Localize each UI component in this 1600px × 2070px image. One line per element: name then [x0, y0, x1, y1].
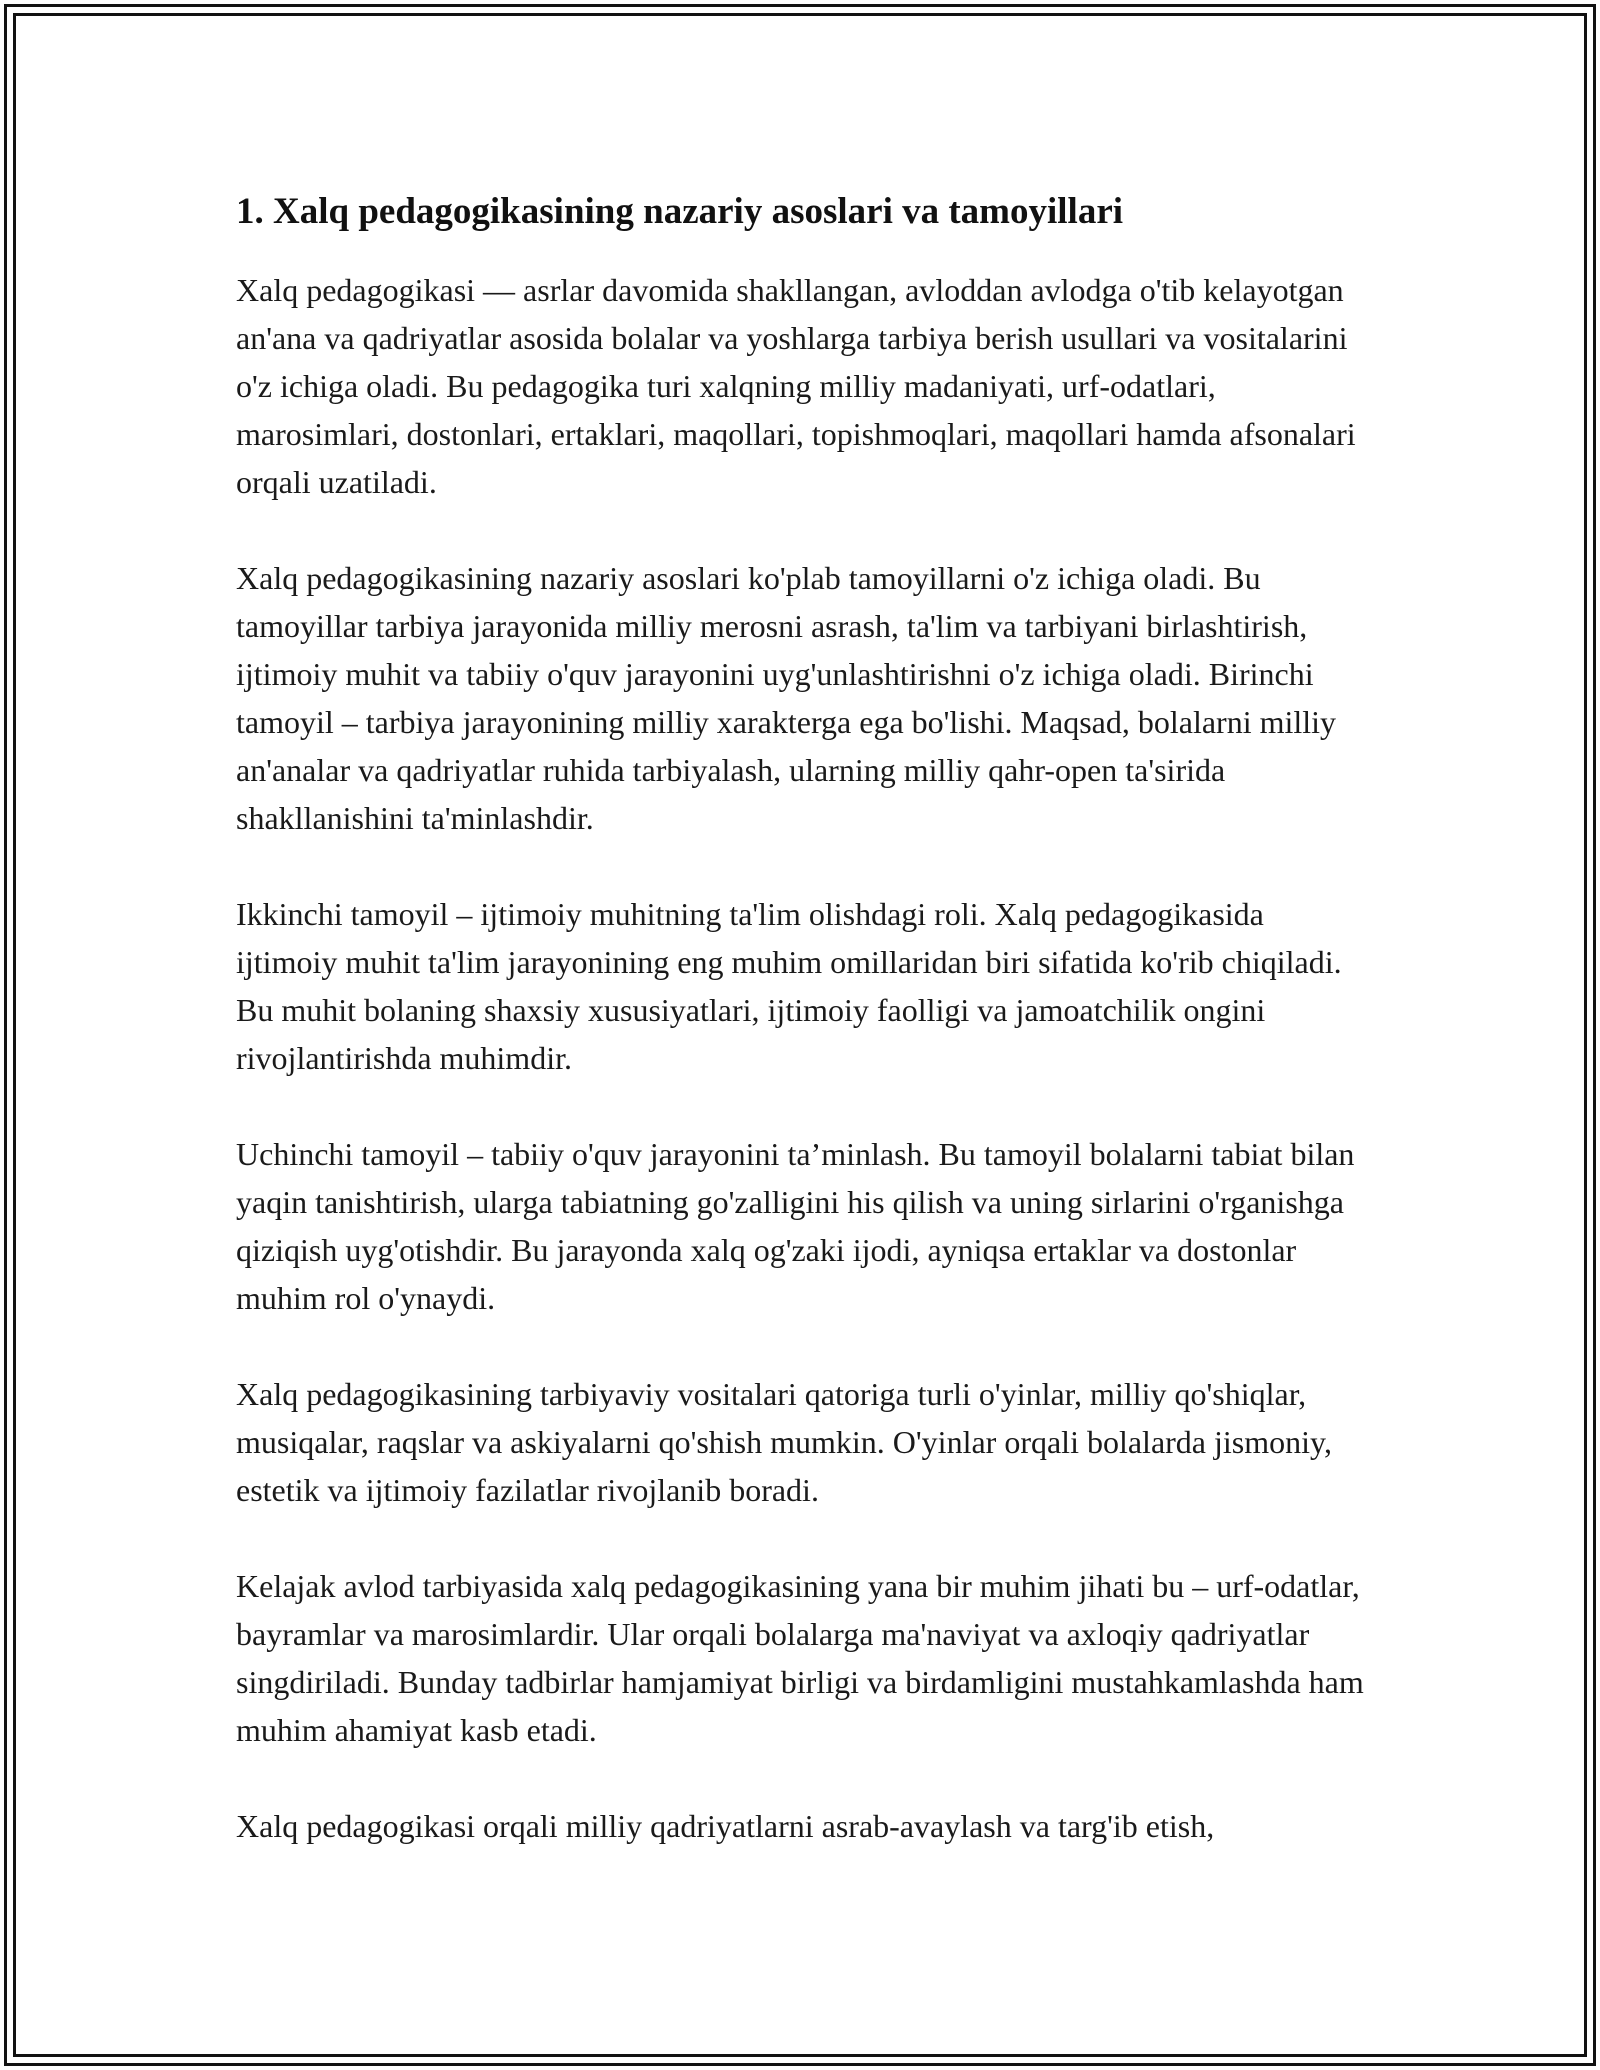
paragraph-4: Uchinchi tamoyil – tabiiy o'quv jarayonini ta’minlash. Bu tamoyil bolalarni tabiat bilan yaqin tanishtirish, ularga tabiatning go'zalligini his qilish va uning sirlarini o'rganishga qiziqish uyg'otishdir. Bu jarayonda xalq og'zaki ijodi, ayniqsa ertaklar va dostonlar muhim rol o'ynaydi. — [236, 1136, 1355, 1316]
paragraph-1: Xalq pedagogikasi — asrlar davomida shakllangan, avloddan avlodga o'tib kelayotgan an'ana va qadriyatlar asosida bolalar va yoshlarga tarbiya berish usullari va vositalarini o'z ichiga oladi. Bu pedagogika turi xalqning milliy madaniyati, urf-odatlari, marosimlari, dostonlari, ertaklari, maqollari, topishmoqlari, maqollari hamda afsonalari orqali uzatiladi. — [236, 272, 1356, 500]
paragraph-2: Xalq pedagogikasining nazariy asoslari ko'plab tamoyillarni o'z ichiga oladi. Bu tamoyillar tarbiya jarayonida milliy merosni asrash, ta'lim va tarbiyani birlashtirish, ijtimoiy muhit va tabiiy o'quv jarayonini uyg'unlashtirishni o'z ichiga oladi. Birinchi tamoyil – tarbiya jarayonining milliy xarakterga ega bo'lishi. Maqsad, bolalarni milliy an'analar va qadriyatlar ruhida tarbiyalash, ularning milliy qahr-open ta'sirida shakllanishini ta'minlashdir. — [236, 560, 1337, 836]
paragraph-7: Xalq pedagogikasi orqali milliy qadriyatlarni asrab-avaylash va targ'ib etish, — [236, 1808, 1215, 1844]
paragraph-3: Ikkinchi tamoyil – ijtimoiy muhitning ta'lim olishdagi roli. Xalq pedagogikasida ijtimoiy muhit ta'lim jarayonining eng muhim omillaridan biri sifatida ko'rib chiqiladi. Bu muhit bolaning shaxsiy xususiyatlari, ijtimoiy faolligi va jamoatchilik ongini rivojlantirishda muhimdir. — [236, 896, 1342, 1076]
document-page — [236, 186, 1366, 1850]
paragraph-5: Xalq pedagogikasining tarbiyaviy vositalari qatoriga turli o'yinlar, milliy qo'shiqlar, musiqalar, raqslar va askiyalarni qo'shish mumkin. O'yinlar orqali bolalarda jismoniy, estetik va ijtimoiy fazilatlar rivojlanib boradi. — [236, 1376, 1332, 1508]
paragraph-6: Kelajak avlod tarbiyasida xalq pedagogikasining yana bir muhim jihati bu – urf-odatlar, bayramlar va marosimlardir. Ular orqali bolalarga ma'naviyat va axloqiy qadriyatlar singdiriladi. Bunday tadbirlar hamjamiyat birligi va birdamligini mustahkamlashda ham muhim ahamiyat kasb etadi. — [236, 1568, 1364, 1748]
section-title: 1. Xalq pedagogikasining nazariy asoslari va tamoyillari — [236, 191, 1124, 232]
